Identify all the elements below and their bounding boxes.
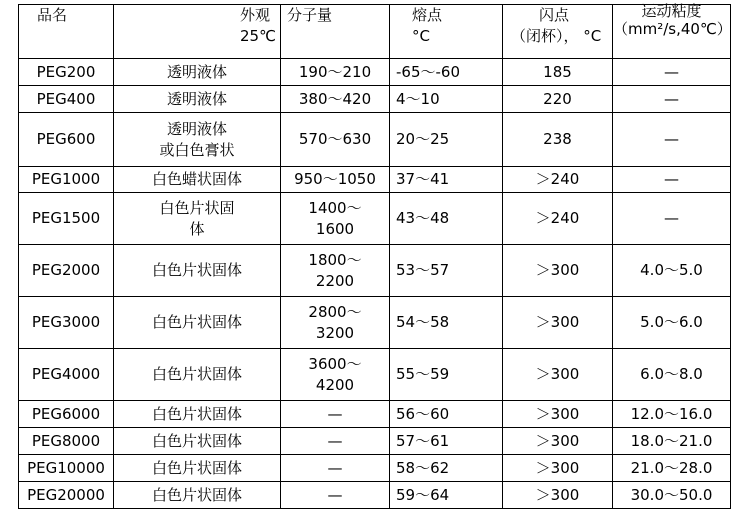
cell-product-name xyxy=(19,193,114,245)
cell-viscosity xyxy=(613,245,731,297)
molecular-weight-line: 4200 xyxy=(315,375,355,394)
viscosity: 4.0～5.0 xyxy=(640,261,703,279)
molecular-weight-line: 380～420 xyxy=(298,89,372,108)
viscosity: — xyxy=(664,89,679,108)
melting-point: 20～25 xyxy=(396,130,450,148)
cell-flash-point xyxy=(503,428,613,455)
appearance-line: 白色片状固体 xyxy=(151,485,242,504)
cell-molecular-weight xyxy=(281,482,390,509)
cell-molecular-weight xyxy=(281,86,390,113)
cell-melting-point xyxy=(390,428,503,455)
melting-point: 59～64 xyxy=(396,485,450,504)
cell-viscosity xyxy=(613,86,731,113)
cell-melting-point xyxy=(390,482,503,509)
appearance-line: 白色片状固体 xyxy=(151,261,242,279)
cell-melting-point xyxy=(390,193,503,245)
product-name: PEG600 xyxy=(36,130,96,148)
header-flash-point-line1: 闪点 xyxy=(539,6,570,24)
cell-product-name xyxy=(19,401,114,428)
cell-product-name xyxy=(19,428,114,455)
cell-viscosity xyxy=(613,167,731,193)
molecular-weight-line: 1400～ xyxy=(308,198,362,217)
product-name: PEG200 xyxy=(36,62,96,81)
header-name-line1: 品名 xyxy=(37,6,68,24)
flash-point: ＞300 xyxy=(535,404,580,423)
cell-melting-point xyxy=(390,455,503,482)
viscosity: 12.0～16.0 xyxy=(630,404,713,423)
cell-flash-point xyxy=(503,113,613,167)
cell-flash-point xyxy=(503,193,613,245)
cell-viscosity xyxy=(613,428,731,455)
cell-molecular-weight xyxy=(281,349,390,401)
header-molecular-weight-line1: 分子量 xyxy=(287,6,333,24)
cell-flash-point xyxy=(503,455,613,482)
viscosity: 5.0～6.0 xyxy=(640,313,703,331)
table-row xyxy=(19,482,731,509)
product-name: PEG1000 xyxy=(31,170,101,188)
cell-appearance xyxy=(114,455,281,482)
flash-point: ＞300 xyxy=(535,458,580,477)
product-name: PEG8000 xyxy=(31,431,101,450)
header-appearance-line2: 25℃ xyxy=(240,27,276,45)
product-name: PEG400 xyxy=(36,89,96,108)
header-row xyxy=(19,5,731,59)
cell-melting-point xyxy=(390,349,503,401)
cell-flash-point xyxy=(503,59,613,86)
header-flash-point-line2: （闭杯）， °C xyxy=(511,27,602,45)
flash-point: ＞300 xyxy=(535,261,580,279)
product-name: PEG3000 xyxy=(31,313,101,331)
cell-viscosity xyxy=(613,455,731,482)
melting-point: 56～60 xyxy=(396,404,450,423)
cell-melting-point xyxy=(390,401,503,428)
molecular-weight-line: 950～1050 xyxy=(294,170,376,188)
cell-appearance xyxy=(114,428,281,455)
melting-point: 53～57 xyxy=(396,261,450,279)
table-row xyxy=(19,86,731,113)
flash-point: ＞240 xyxy=(535,209,580,227)
molecular-weight-line: 3200 xyxy=(315,323,355,342)
table-row xyxy=(19,297,731,349)
cell-molecular-weight xyxy=(281,401,390,428)
cell-melting-point xyxy=(390,297,503,349)
appearance-line: 透明液体 xyxy=(166,89,227,108)
table-row xyxy=(19,193,731,245)
melting-point: 37～41 xyxy=(396,170,450,188)
molecular-weight-line: 190～210 xyxy=(298,62,372,81)
molecular-weight-line: 3600～ xyxy=(308,354,362,373)
cell-product-name xyxy=(19,59,114,86)
cell-viscosity xyxy=(613,193,731,245)
appearance-line: 或白色膏状 xyxy=(159,140,235,159)
header-viscosity-line1: 运动粘度 xyxy=(641,2,702,20)
table-row xyxy=(19,428,731,455)
cell-appearance xyxy=(114,193,281,245)
product-name: PEG2000 xyxy=(31,261,101,279)
cell-appearance xyxy=(114,349,281,401)
flash-point: ＞240 xyxy=(535,170,580,188)
cell-molecular-weight xyxy=(281,193,390,245)
viscosity: 30.0～50.0 xyxy=(630,485,713,504)
cell-molecular-weight xyxy=(281,428,390,455)
cell-flash-point xyxy=(503,482,613,509)
cell-molecular-weight xyxy=(281,297,390,349)
cell-product-name xyxy=(19,455,114,482)
table-row xyxy=(19,245,731,297)
cell-viscosity xyxy=(613,113,731,167)
cell-flash-point xyxy=(503,86,613,113)
cell-melting-point xyxy=(390,245,503,297)
melting-point: -65～-60 xyxy=(396,62,460,81)
molecular-weight-line: 570～630 xyxy=(298,130,372,148)
header-viscosity-line2: （mm²/s,40℃） xyxy=(613,20,732,38)
cell-melting-point xyxy=(390,59,503,86)
product-name: PEG1500 xyxy=(31,209,101,227)
cell-product-name xyxy=(19,245,114,297)
appearance-line: 体 xyxy=(189,219,205,238)
viscosity: 18.0～21.0 xyxy=(630,431,713,450)
cell-product-name xyxy=(19,167,114,193)
viscosity: — xyxy=(664,130,679,148)
cell-appearance xyxy=(114,401,281,428)
flash-point: 185 xyxy=(543,62,572,81)
appearance-line: 白色片状固 xyxy=(159,198,235,217)
appearance-line: 白色片状固体 xyxy=(151,313,242,331)
appearance-line: 白色片状固体 xyxy=(151,458,242,477)
cell-viscosity xyxy=(613,297,731,349)
molecular-weight-line: 1600 xyxy=(315,219,355,238)
cell-appearance xyxy=(114,167,281,193)
molecular-weight-line: — xyxy=(327,404,343,423)
cell-product-name xyxy=(19,482,114,509)
cell-molecular-weight xyxy=(281,59,390,86)
cell-product-name xyxy=(19,86,114,113)
molecular-weight-line: 2800～ xyxy=(308,302,362,321)
cell-product-name xyxy=(19,297,114,349)
table-row xyxy=(19,59,731,86)
table-row xyxy=(19,455,731,482)
header-melting-point-line1: 熔点 xyxy=(412,6,443,24)
flash-point: ＞300 xyxy=(535,431,580,450)
header-melting-point-line2: °C xyxy=(412,27,430,45)
cell-viscosity xyxy=(613,401,731,428)
header-melting-point xyxy=(390,5,503,59)
cell-appearance xyxy=(114,113,281,167)
cell-viscosity xyxy=(613,482,731,509)
appearance-line: 透明液体 xyxy=(166,119,227,138)
product-name: PEG4000 xyxy=(31,365,101,383)
appearance-line: 白色片状固体 xyxy=(151,431,242,450)
table-row xyxy=(19,349,731,401)
melting-point: 57～61 xyxy=(396,431,450,450)
cell-viscosity xyxy=(613,349,731,401)
cell-molecular-weight xyxy=(281,245,390,297)
table-row xyxy=(19,113,731,167)
flash-point: ＞300 xyxy=(535,485,580,504)
cell-appearance xyxy=(114,86,281,113)
cell-product-name xyxy=(19,113,114,167)
viscosity: — xyxy=(664,170,679,188)
viscosity: 21.0～28.0 xyxy=(630,458,713,477)
table-row xyxy=(19,167,731,193)
molecular-weight-line: — xyxy=(327,431,343,450)
viscosity: — xyxy=(664,62,679,81)
flash-point: ＞300 xyxy=(535,313,580,331)
cell-appearance xyxy=(114,245,281,297)
header-viscosity xyxy=(613,2,732,59)
header-molecular-weight xyxy=(281,5,390,59)
header-appearance-line1: 外观 xyxy=(240,6,271,24)
melting-point: 43～48 xyxy=(396,209,450,227)
appearance-line: 白色片状固体 xyxy=(151,365,242,383)
cell-melting-point xyxy=(390,113,503,167)
table-row xyxy=(19,401,731,428)
cell-viscosity xyxy=(613,59,731,86)
melting-point: 55～59 xyxy=(396,365,450,383)
viscosity: — xyxy=(664,209,679,227)
header-appearance xyxy=(114,5,281,59)
header-name xyxy=(19,5,114,59)
cell-molecular-weight xyxy=(281,167,390,193)
cell-melting-point xyxy=(390,167,503,193)
product-name: PEG10000 xyxy=(27,458,105,477)
header-flash-point xyxy=(503,5,613,59)
cell-melting-point xyxy=(390,86,503,113)
appearance-line: 透明液体 xyxy=(166,62,227,81)
appearance-line: 白色片状固体 xyxy=(151,404,242,423)
cell-appearance xyxy=(114,482,281,509)
molecular-weight-line: 1800～ xyxy=(308,250,362,269)
cell-flash-point xyxy=(503,401,613,428)
appearance-line: 白色蜡状固体 xyxy=(151,170,242,188)
cell-flash-point xyxy=(503,167,613,193)
peg-properties-table xyxy=(18,4,731,509)
cell-flash-point xyxy=(503,349,613,401)
cell-flash-point xyxy=(503,297,613,349)
melting-point: 58～62 xyxy=(396,458,450,477)
molecular-weight-line: — xyxy=(327,485,343,504)
viscosity: 6.0～8.0 xyxy=(640,365,703,383)
cell-appearance xyxy=(114,59,281,86)
cell-appearance xyxy=(114,297,281,349)
molecular-weight-line: — xyxy=(327,458,343,477)
product-name: PEG6000 xyxy=(31,404,101,423)
cell-product-name xyxy=(19,349,114,401)
cell-molecular-weight xyxy=(281,455,390,482)
flash-point: ＞300 xyxy=(535,365,580,383)
molecular-weight-line: 2200 xyxy=(315,271,355,290)
melting-point: 54～58 xyxy=(396,313,450,331)
cell-flash-point xyxy=(503,245,613,297)
product-name: PEG20000 xyxy=(27,485,105,504)
melting-point: 4～10 xyxy=(396,89,440,108)
cell-molecular-weight xyxy=(281,113,390,167)
flash-point: 238 xyxy=(543,130,572,148)
flash-point: 220 xyxy=(543,89,572,108)
